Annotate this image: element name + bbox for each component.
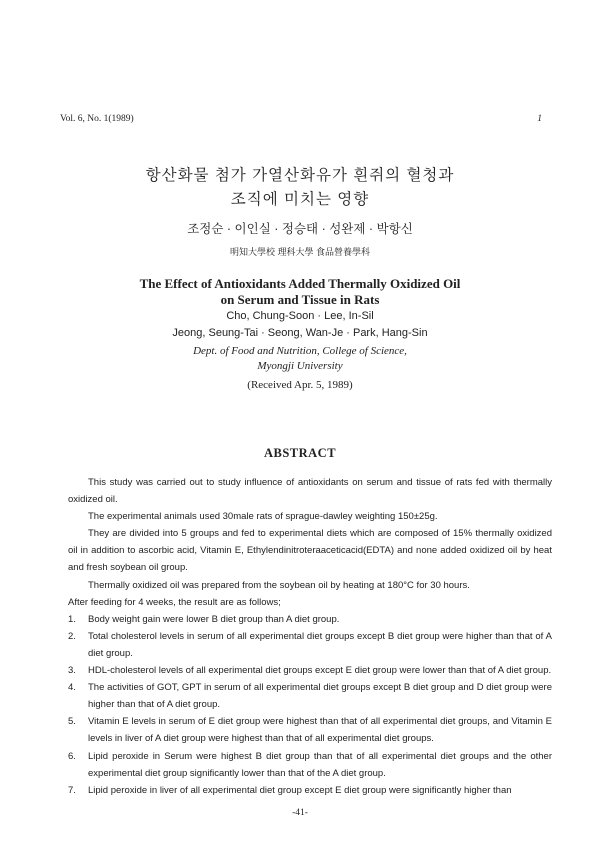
korean-affiliation: 明知大學校 理科大學 食品營養學科 [229,247,370,257]
english-authors-line2: Jeong, Seung-Tai · Seong, Wan-Je · Park, Hang-Sin [172,327,428,339]
result-number: 2. [68,630,76,642]
result-number: 1. [68,613,76,625]
received-date: (Received Apr. 5, 1989) [247,379,353,391]
abstract-paragraph: The experimental animals used 30male rats of sprague-dawley weighting 150±25g. [88,511,438,523]
result-text: Lipid peroxide in Serum were highest B diet group than that of all experimental diet groups and the other experimental diet group significantly lower than that of the A diet group. [88,750,552,779]
english-title-line1: The Effect of Antioxidants Added Thermally Oxidized Oil [139,276,461,291]
result-text: HDL-cholesterol levels of all experimental diet groups except E diet group were lower than that of A diet group. [88,665,552,677]
result-text: Vitamin E levels in serum of E diet group were highest than that of all experimental diet groups, and Vitamin E levels in liver of A diet group were highest than that of all experimental diet groups. [88,716,552,745]
english-authors-line1: Cho, Chung-Soon · Lee, In-Sil [226,310,374,322]
korean-title-line1: 항산화물 첨가 가열산화유가 흰쥐의 혈청과 [145,167,455,184]
page-roman-numeral: 1 [537,114,542,124]
result-item [68,662,552,679]
results-intro: After feeding for 4 weeks, the result are as follows; [68,596,281,608]
result-number: 7. [68,784,76,796]
result-item [68,679,552,713]
abstract-body [68,474,552,799]
page-number: -41- [292,808,308,818]
result-text: The activities of GOT, GPT in serum of all experimental diet groups except B diet group and D diet group were higher than that of A diet group. [88,682,552,711]
result-item [68,628,552,662]
result-text: Lipid peroxide in liver of all experimental diet group except E diet group were significantly higher than [88,784,512,796]
korean-authors: 조정순 · 이인실 · 정승태 · 성완제 · 박항신 [187,222,413,236]
english-title-line2: on Serum and Tissue in Rats [220,292,380,307]
result-item [68,782,552,799]
korean-title-line2: 조직에 미치는 영향 [230,191,370,208]
result-number: 5. [68,716,76,728]
abstract-paragraph: Thermally oxidized oil was prepared from the soybean oil by heating at 180°C for 30 hours. [88,579,470,591]
result-text: Body weight gain were lower B diet group than A diet group. [88,613,340,625]
result-number: 6. [68,750,76,762]
result-number: 3. [68,665,76,677]
department-line1: Dept. of Food and Nutrition, College of Science, [193,345,407,357]
result-item [68,713,552,747]
result-number: 4. [68,682,76,694]
abstract-paragraph: This study was carried out to study influence of antioxidants on serum and tissue of rats fed with thermally oxidized oil. [68,477,552,506]
result-item [68,748,552,782]
journal-volume: Vol. 6, No. 1(1989) [60,114,134,124]
abstract-heading: ABSTRACT [263,446,337,460]
result-text: Total cholesterol levels in serum of all experimental diet groups except B diet group were higher than that of A diet group. [88,630,552,659]
department-line2: Myongji University [257,360,343,372]
result-item [68,611,552,628]
abstract-paragraph: They are divided into 5 groups and fed to experimental diets which are composed of 15% thermally oxidized oil in addition to ascorbic acid, Vitamin E, Ethylendinitroteraaceticacid(EDTA) and none added oxidized oil by heat and fresh soybean oil group. [68,528,552,574]
